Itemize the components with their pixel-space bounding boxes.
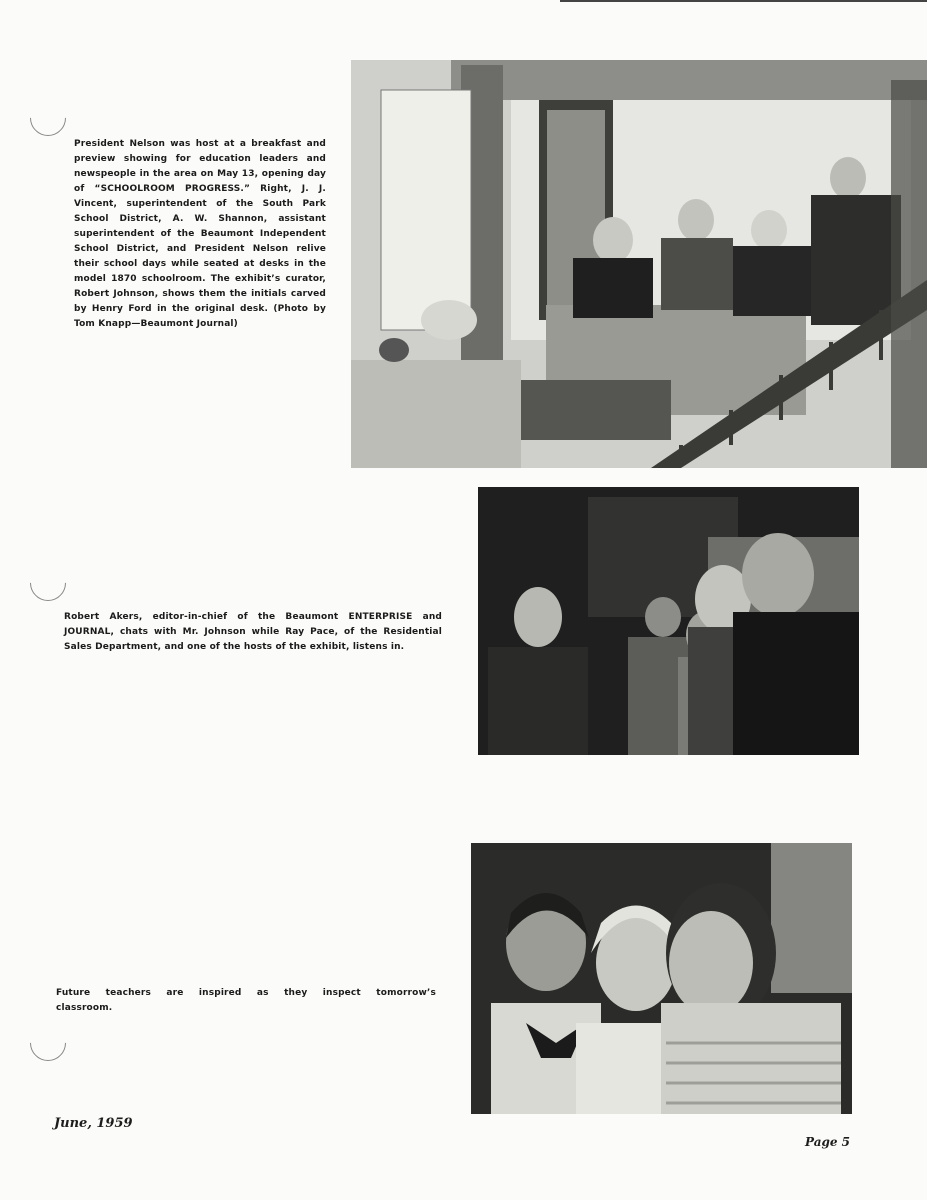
binder-hole-top	[23, 93, 74, 144]
caption-schoolroom-breakfast: President Nelson was host at a breakfast and preview showing for education leaders and newspeople in the area on May 13, opening day of “SCHOOLROOM PROGRESS.” Right, J. J. Vincent, superintendent of the South Park School District, A. W. Shannon, assistant superintendent of the Beaumont Independent School District, and President Nelson relive their school days while seated at desks in the model 1870 schoolroom. The exhibit’s curator, Robert Johnson, shows them the initials carved by Henry Ford in the original desk. (Photo by Tom Knapp—Beaumont Journal)	[74, 139, 326, 329]
caption-future-teachers: Future teachers are inspired as they inspect tomorrow’s classroom.	[56, 988, 436, 1013]
photo-future-teachers	[471, 843, 852, 1114]
photo-akers-johnson-pace	[478, 487, 859, 755]
binder-hole-bottom	[23, 1018, 74, 1069]
issue-date: June, 1959	[54, 1116, 133, 1131]
photo-schoolroom-desks	[351, 60, 927, 468]
top-rule	[560, 0, 927, 2]
page-number: Page 5	[805, 1135, 851, 1149]
caption-akers-johnson: Robert Akers, editor-in-chief of the Beaumont ENTERPRISE and JOURNAL, chats with Mr. Johnson while Ray Pace, of the Residential Sales Department, and one of the hosts of the exhibit, listens in.	[64, 612, 442, 652]
binder-hole-middle	[23, 558, 74, 609]
